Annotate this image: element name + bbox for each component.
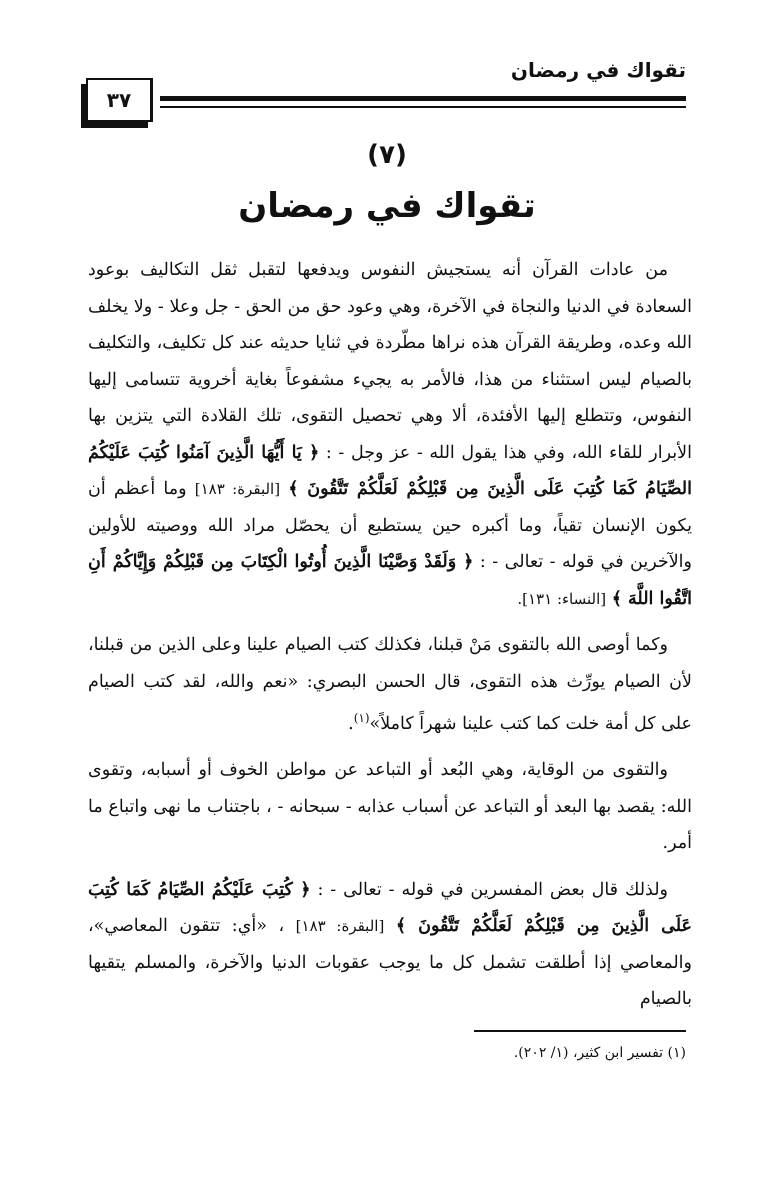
paragraph-1-text-b: وما أعظم أن يكون الإنسان تقياً، وما أكبره حين يستطيع أن يحصّل مراد الله ووصيته للأولين والآخرين في قوله - تعالى - : [88, 479, 692, 572]
body-text [88, 252, 692, 1028]
chapter-title: تقواك في رمضان [238, 186, 536, 226]
footnote-marker: (١) [353, 711, 370, 725]
verse-reference-3: [البقرة: ١٨٣] [295, 917, 385, 936]
header-rule-thick [160, 96, 686, 101]
running-title: تقواك في رمضان [510, 58, 686, 82]
footnote-rule [474, 1030, 686, 1032]
quran-verse-1: ﴿ يَا أَيُّهَا الَّذِينَ آمَنُوا كُتِبَ عَلَيْكُمُ الصِّيَامُ كَمَا كُتِبَ عَلَى الَّذِينَ مِن قَبْلِكُمْ لَعَلَّكُمْ تَتَّقُونَ ﴾ [88, 442, 692, 499]
verse-reference-1: [البقرة: ١٨٣] [194, 480, 281, 498]
paragraph-2-text: وكما أوصى الله بالتقوى مَنْ قبلنا، فكذلك كتب الصيام علينا وعلى الذين من قبلنا، لأن الصيام يورِّث هذه التقوى، قال الحسن البصري: «نعم والله، لقد كتب الصيام على كل أمة خلت كما كتب علينا شهراً كاملاً» [88, 635, 692, 734]
footnote-1: (١) تفسير ابن كثير، (١/ ٢٠٢). [513, 1045, 686, 1061]
chapter-number: (٧) [367, 140, 407, 170]
quran-verse-2: ﴿ وَلَقَدْ وَصَّيْنَا الَّذِينَ أُوتُوا الْكِتَابَ مِن قَبْلِكُمْ وَإِيَّاكُمْ أَنِ اتَّقُوا اللَّهَ ﴾ [88, 552, 692, 609]
page-number-box [86, 78, 153, 122]
paragraph-3-text: والتقوى من الوقاية، وهي البُعد أو التباعد عن مواطن الخوف أو أسبابه، وتقوى الله: يقصد بها البعد أو التباعد عن أسباب عذابه - سبحانه - ، باجتناب ما نهى واتباع ما أمر. [88, 760, 692, 854]
header-rule-thin [160, 106, 686, 108]
paragraph-1-text-a: من عادات القرآن أنه يستجيش النفوس ويدفعها لتقبل ثقل التكاليف بوعود السعادة في الدنيا والنجاة في الآخرة، وهي وعود حق من الحق - جل وعلا - ولا يخلف الله وعده، وطريقة القرآن هذه نراها مطّردة في ثنايا حديثه عند كل تكليف، والتكليف بالصيام ليس استثناء من هذا، فالأمر به يجيء مشفوعاً بغاية أخروية تتسامى إليها النفوس، وتتطلع إليها الأفئدة، ألا وهي تحصيل التقوى، تلك القلادة التي يتزين بها الأبرار للقاء الله، وفي هذا يقول الله - عز وجل - : [88, 260, 692, 463]
paragraph-2 [88, 627, 692, 742]
paragraph-1 [88, 252, 692, 617]
paragraph-4-text-a: ولذلك قال بعض المفسرين في قوله - تعالى - : [317, 879, 668, 900]
paragraph-2-end: . [348, 713, 354, 734]
page-number: ٣٧ [106, 88, 132, 112]
paragraph-3 [88, 752, 692, 862]
quran-verse-3: ﴿ كُتِبَ عَلَيْكُمُ الصِّيَامُ كَمَا كُتِبَ عَلَى الَّذِينَ مِن قَبْلِكُمْ لَعَلَّكُمْ تَتَّقُونَ ﴾ [88, 879, 692, 937]
verse-reference-2: [النساء: ١٣١]. [517, 589, 607, 608]
paragraph-4-text-b: ، «أي: تتقون المعاصي»، والمعاصي إذا أطلقت تشمل كل ما يوجب عقوبات الدنيا والآخرة، والمسلم يتقيها بالصيام [88, 916, 692, 1010]
paragraph-4 [88, 872, 692, 1018]
